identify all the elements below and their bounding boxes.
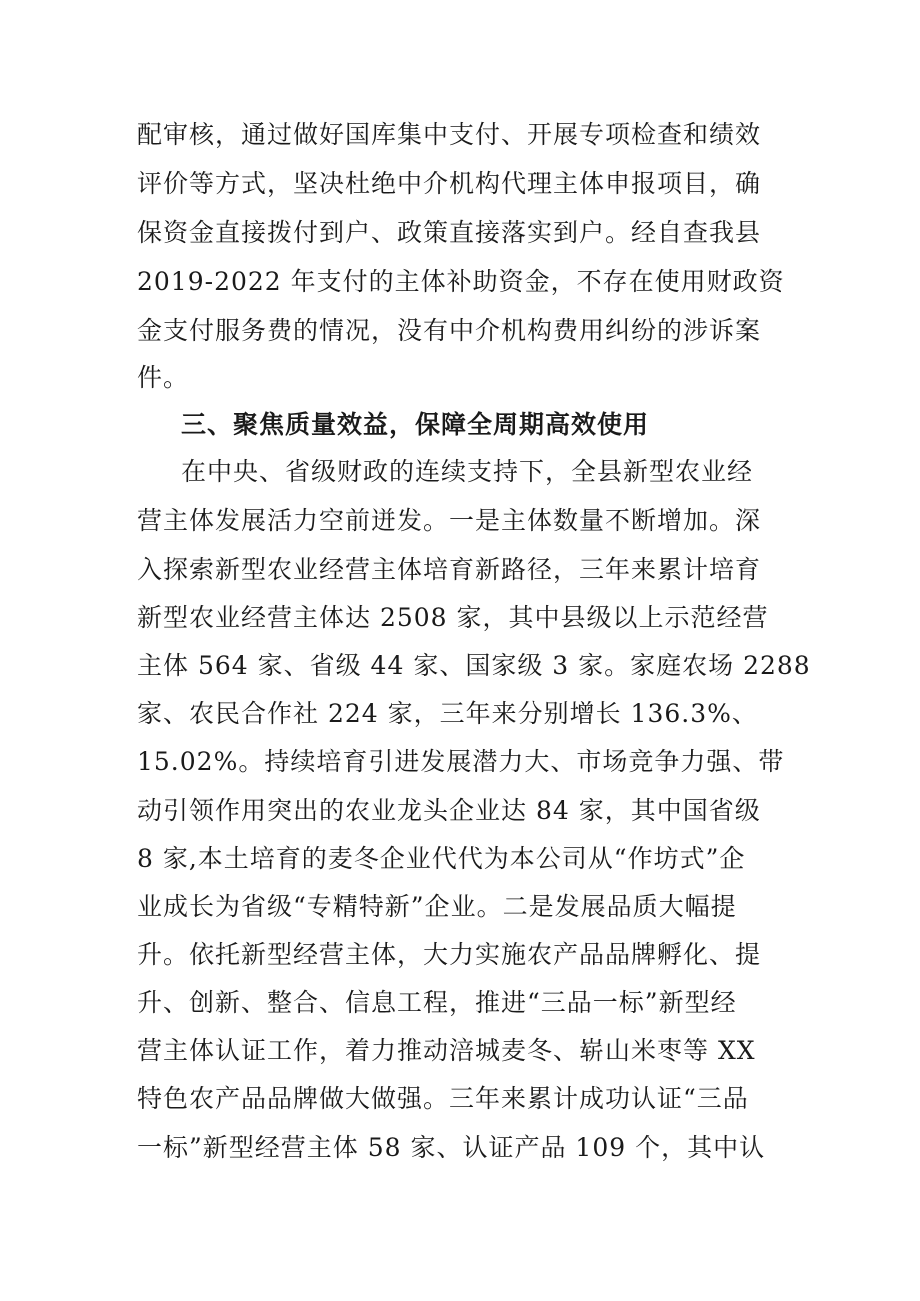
paragraph-line: 件。 (137, 363, 190, 392)
paragraph-line: 配审核，通过做好国库集中支付、开展专项检查和绩效 (137, 120, 762, 149)
paragraph-line: 在中央、省级财政的连续支持下，全县新型农业经 (181, 457, 754, 486)
paragraph-line: 家、农民合作社 224 家，三年来分别增长 136.3%、 (137, 699, 758, 728)
paragraph-line: 营主体发展活力空前迸发。一是主体数量不断增加。深 (137, 506, 762, 535)
paragraph-line: 15.02%。持续培育引进发展潜力大、市场竞争力强、带 (137, 747, 785, 776)
paragraph-line: 新型农业经营主体达 2508 家，其中县级以上示范经营 (137, 603, 769, 632)
paragraph-line: 动引领作用突出的农业龙头企业达 84 家，其中国省级 (137, 796, 761, 825)
paragraph-line: 一标”新型经营主体 58 家、认证产品 109 个，其中认 (137, 1133, 766, 1162)
paragraph-line: 评价等方式，坚决杜绝中介机构代理主体申报项目，确 (137, 169, 762, 198)
paragraph-line: 2019-2022 年支付的主体补助资金，不存在使用财政资 (137, 267, 785, 296)
paragraph-line: 特色农产品品牌做大做强。三年来累计成功认证“三品 (137, 1084, 749, 1113)
paragraph-line: 主体 564 家、省级 44 家、国家级 3 家。家庭农场 2288 (137, 651, 811, 680)
paragraph-line: 入探索新型农业经营主体培育新路径，三年来累计培育 (137, 555, 762, 584)
section-heading: 三、聚焦质量效益，保障全周期高效使用 (181, 410, 650, 439)
paragraph-line: 升、创新、整合、信息工程，推进“三品一标”新型经 (137, 988, 737, 1017)
paragraph-line: 升。依托新型经营主体，大力实施农产品品牌孵化、提 (137, 940, 762, 969)
paragraph-line: 保资金直接拨付到户、政策直接落实到户。经自查我县 (137, 218, 762, 247)
paragraph-line: 营主体认证工作，着力推动涪城麦冬、崭山米枣等 XX (137, 1036, 756, 1065)
paragraph-line: 金支付服务费的情况，没有中介机构费用纠纷的涉诉案 (137, 316, 762, 345)
paragraph-line: 业成长为省级“专精特新”企业。二是发展品质大幅提 (137, 892, 737, 921)
paragraph-line: 8 家,本土培育的麦冬企业代代为本公司从“作坊式”企 (137, 844, 746, 873)
